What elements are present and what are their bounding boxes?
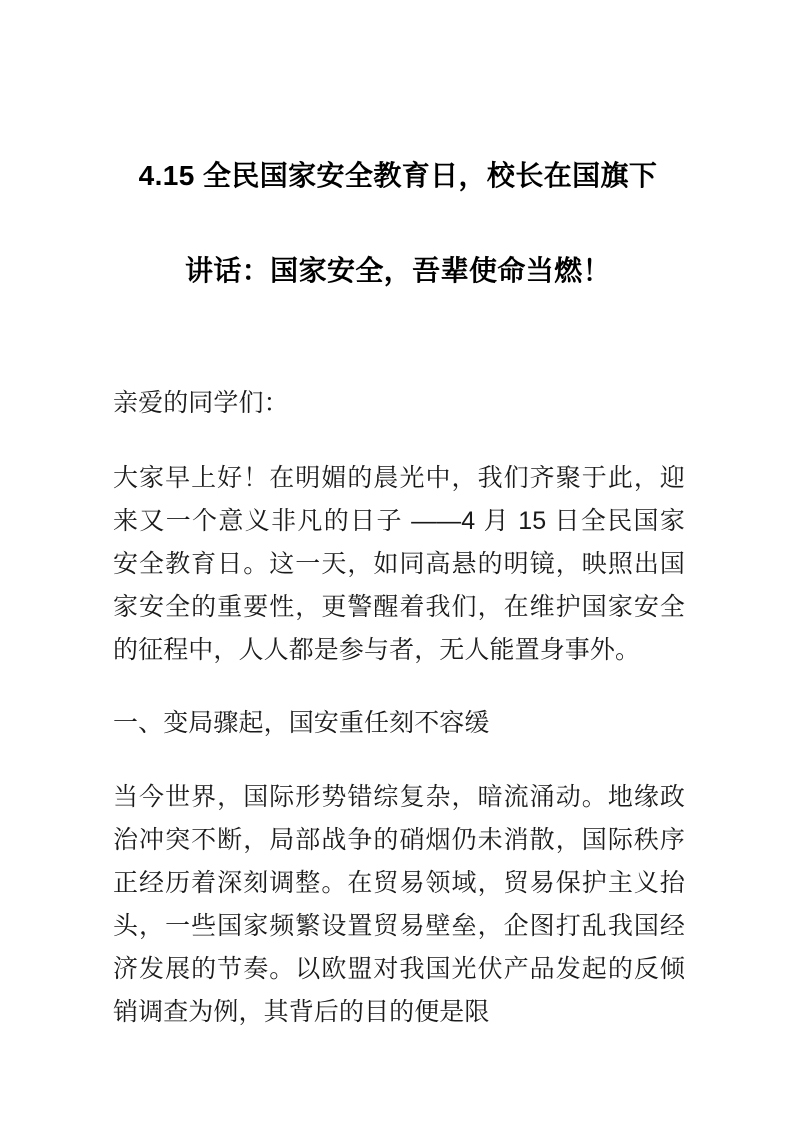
salutation-paragraph: 亲爱的同学们： [113,389,289,417]
body-paragraph-2: 当今世界，国际形势错综复杂，暗流涌动。地缘政治冲突不断，局部战争的硝烟仍未消散，国际秩序正经历着深刻调整。在贸易领域，贸易保护主义抬头，一些国家频繁设置贸易壁垒，企图打乱我国经济发展的节奏。以欧盟对我国光伏产品发起的反倾销调查为例，其背后的目的便是限 [113,783,685,1026]
section-heading-1: 一、变局骤起，国安重任刻不容缓 [113,709,490,737]
document-title-line-2: 讲话：国家安全，吾辈使命当燃！ [184,255,611,286]
document-title-line-1: 4.15 全民国家安全教育日，校长在国旗下 [138,160,658,191]
document-title [113,128,683,318]
body-paragraph-1: 大家早上好！在明媚的晨光中，我们齐聚于此，迎来又一个意义非凡的日子 ——4 月 15 日全民国家安全教育日。这一天，如同高悬的明镜，映照出国家安全的重要性，更警醒着我们，在维护国家安全的征程中，人人都是参与者，无人能置身事外。 [113,464,685,664]
document-body [113,382,685,1034]
